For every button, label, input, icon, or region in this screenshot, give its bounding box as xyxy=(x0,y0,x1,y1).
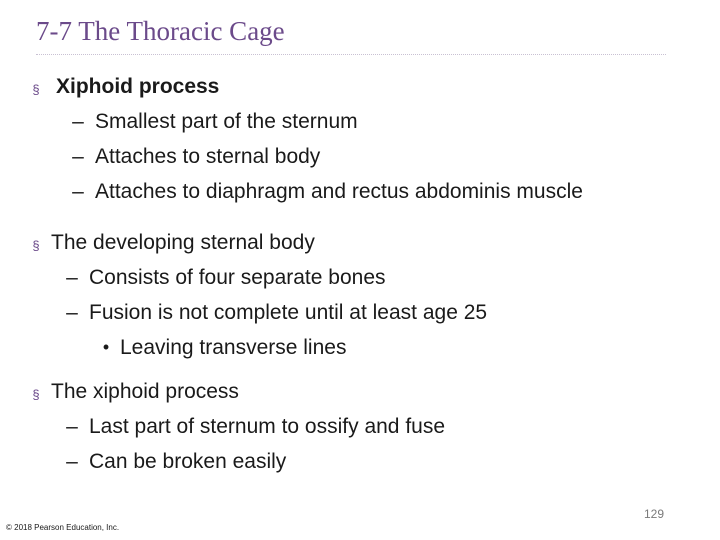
copyright-notice: © 2018 Pearson Education, Inc. xyxy=(6,523,120,532)
section-heading: The xiphoid process xyxy=(51,380,239,403)
list-item: Attaches to sternal body xyxy=(95,145,321,168)
square-bullet-icon: § xyxy=(32,238,40,253)
list-item: Consists of four separate bones xyxy=(89,266,386,289)
dash-bullet-icon: – xyxy=(66,415,78,438)
list-subitem: Leaving transverse lines xyxy=(120,336,347,359)
list-item: Smallest part of the sternum xyxy=(95,110,358,133)
dash-bullet-icon: – xyxy=(66,450,78,473)
square-bullet-icon: § xyxy=(32,387,40,402)
list-item: Last part of sternum to ossify and fuse xyxy=(89,415,446,438)
dot-bullet-icon: • xyxy=(102,337,110,357)
slide-title: 7-7 The Thoracic Cage xyxy=(36,16,285,46)
title-divider xyxy=(36,54,666,55)
section-heading: The developing sternal body xyxy=(51,231,315,254)
dash-bullet-icon: – xyxy=(72,110,84,133)
list-item: Can be broken easily xyxy=(89,450,287,473)
list-item: Fusion is not complete until at least age 25 xyxy=(89,301,488,324)
dash-bullet-icon: – xyxy=(66,301,78,324)
dash-bullet-icon: – xyxy=(66,266,78,289)
dash-bullet-icon: – xyxy=(72,180,84,203)
dash-bullet-icon: – xyxy=(72,145,84,168)
section-heading: Xiphoid process xyxy=(56,75,220,98)
square-bullet-icon: § xyxy=(32,82,40,97)
page-number: 129 xyxy=(643,507,664,521)
list-item: Attaches to diaphragm and rectus abdominis muscle xyxy=(95,180,583,203)
